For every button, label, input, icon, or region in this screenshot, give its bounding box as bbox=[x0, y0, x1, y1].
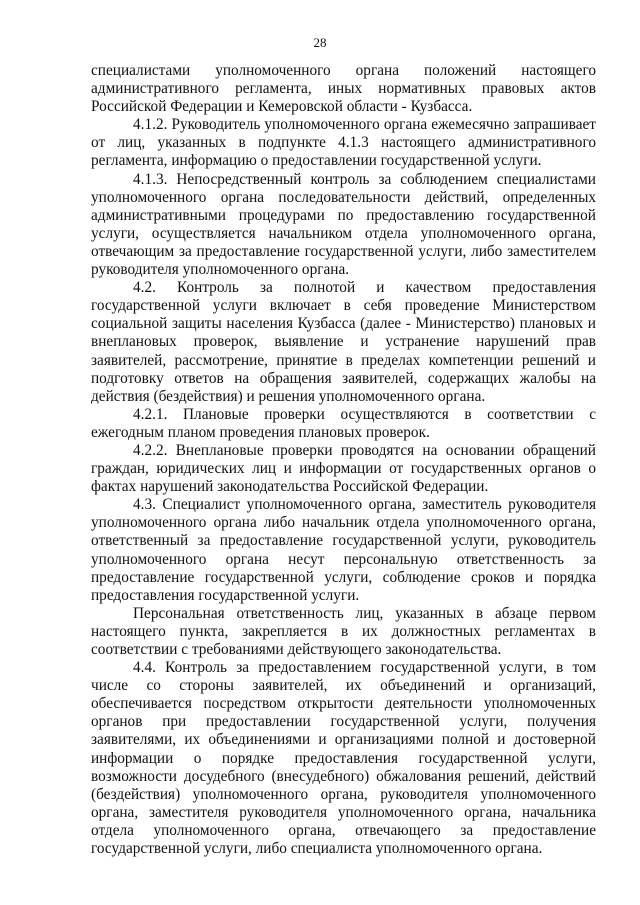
paragraph-personal-responsibility: Персональная ответственность лиц, указанных в абзаце первом настоящего пункта, закрепляется в их должностных регламентах в соответствии с требованиями действующего законодательства. bbox=[91, 604, 596, 658]
page-number: 28 bbox=[313, 35, 327, 50]
paragraph-4-1-3: 4.1.3. Непосредственный контроль за соблюдением специалистами уполномоченного органа последовательности действий, определенных административными процедурами по предоставлению государственной услуги, осуществляется начальником отдела уполномоченного органа, отвечающим за предоставление государственной услуги, либо заместителем руководителя уполномоченного органа. bbox=[91, 170, 596, 279]
paragraph-4-1-2: 4.1.2. Руководитель уполномоченного органа ежемесячно запрашивает от лиц, указанных в подпункте 4.1.3 настоящего административного регламента, информацию о предоставлении государственной услуги. bbox=[91, 116, 596, 170]
paragraph-4-2: 4.2. Контроль за полнотой и качеством предоставления государственной услуги включает в себя проведение Министерством социальной защиты населения Кузбасса (далее - Министерство) плановых и внеплановых проверок, выявление и устранение нарушений прав заявителей, рассмотрение, принятие в пределах компетенции решений и подготовку ответов на обращения заявителей, содержащих жалобы на действия (бездействия) и решения уполномоченного органа. bbox=[91, 279, 596, 405]
paragraph-continuation: специалистами уполномоченного органа положений настоящего административного регламента, иных нормативных правовых актов Российской Федерации и Кемеровской области - Кузбасса. bbox=[91, 62, 596, 116]
document-body bbox=[91, 62, 596, 858]
paragraph-4-2-1: 4.2.1. Плановые проверки осуществляются в соответствии с ежегодным планом проведения плановых проверок. bbox=[91, 405, 596, 441]
paragraph-4-2-2: 4.2.2. Внеплановые проверки проводятся на основании обращений граждан, юридических лиц и информации от государственных органов о фактах нарушений законодательства Российской Федерации. bbox=[91, 441, 596, 496]
paragraph-4-4: 4.4. Контроль за предоставлением государственной услуги, в том числе со стороны заявителей, их объединений и организаций, обеспечивается посредством открытости деятельности уполномоченных органов при предоставлении государственной услуги, получения заявителями, их объединениями и организациями полной и достоверной информации о порядке предоставления государственной услуги, возможности досудебного (внесудебного) обжалования решений, действий (бездействия) уполномоченного органа, руководителя уполномоченного органа, заместителя руководителя уполномоченного органа, начальника отдела уполномоченного органа, отвечающего за предоставление государственной услуги, либо специалиста уполномоченного органа. bbox=[91, 659, 596, 858]
paragraph-4-3: 4.3. Специалист уполномоченного органа, заместитель руководителя уполномоченного органа либо начальник отдела уполномоченного органа, ответственный за предоставление государственной услуги, руководитель уполномоченного органа несут персональную ответственность за предоставление государственной услуги, соблюдение сроков и порядка предоставления государственной услуги. bbox=[91, 496, 596, 604]
